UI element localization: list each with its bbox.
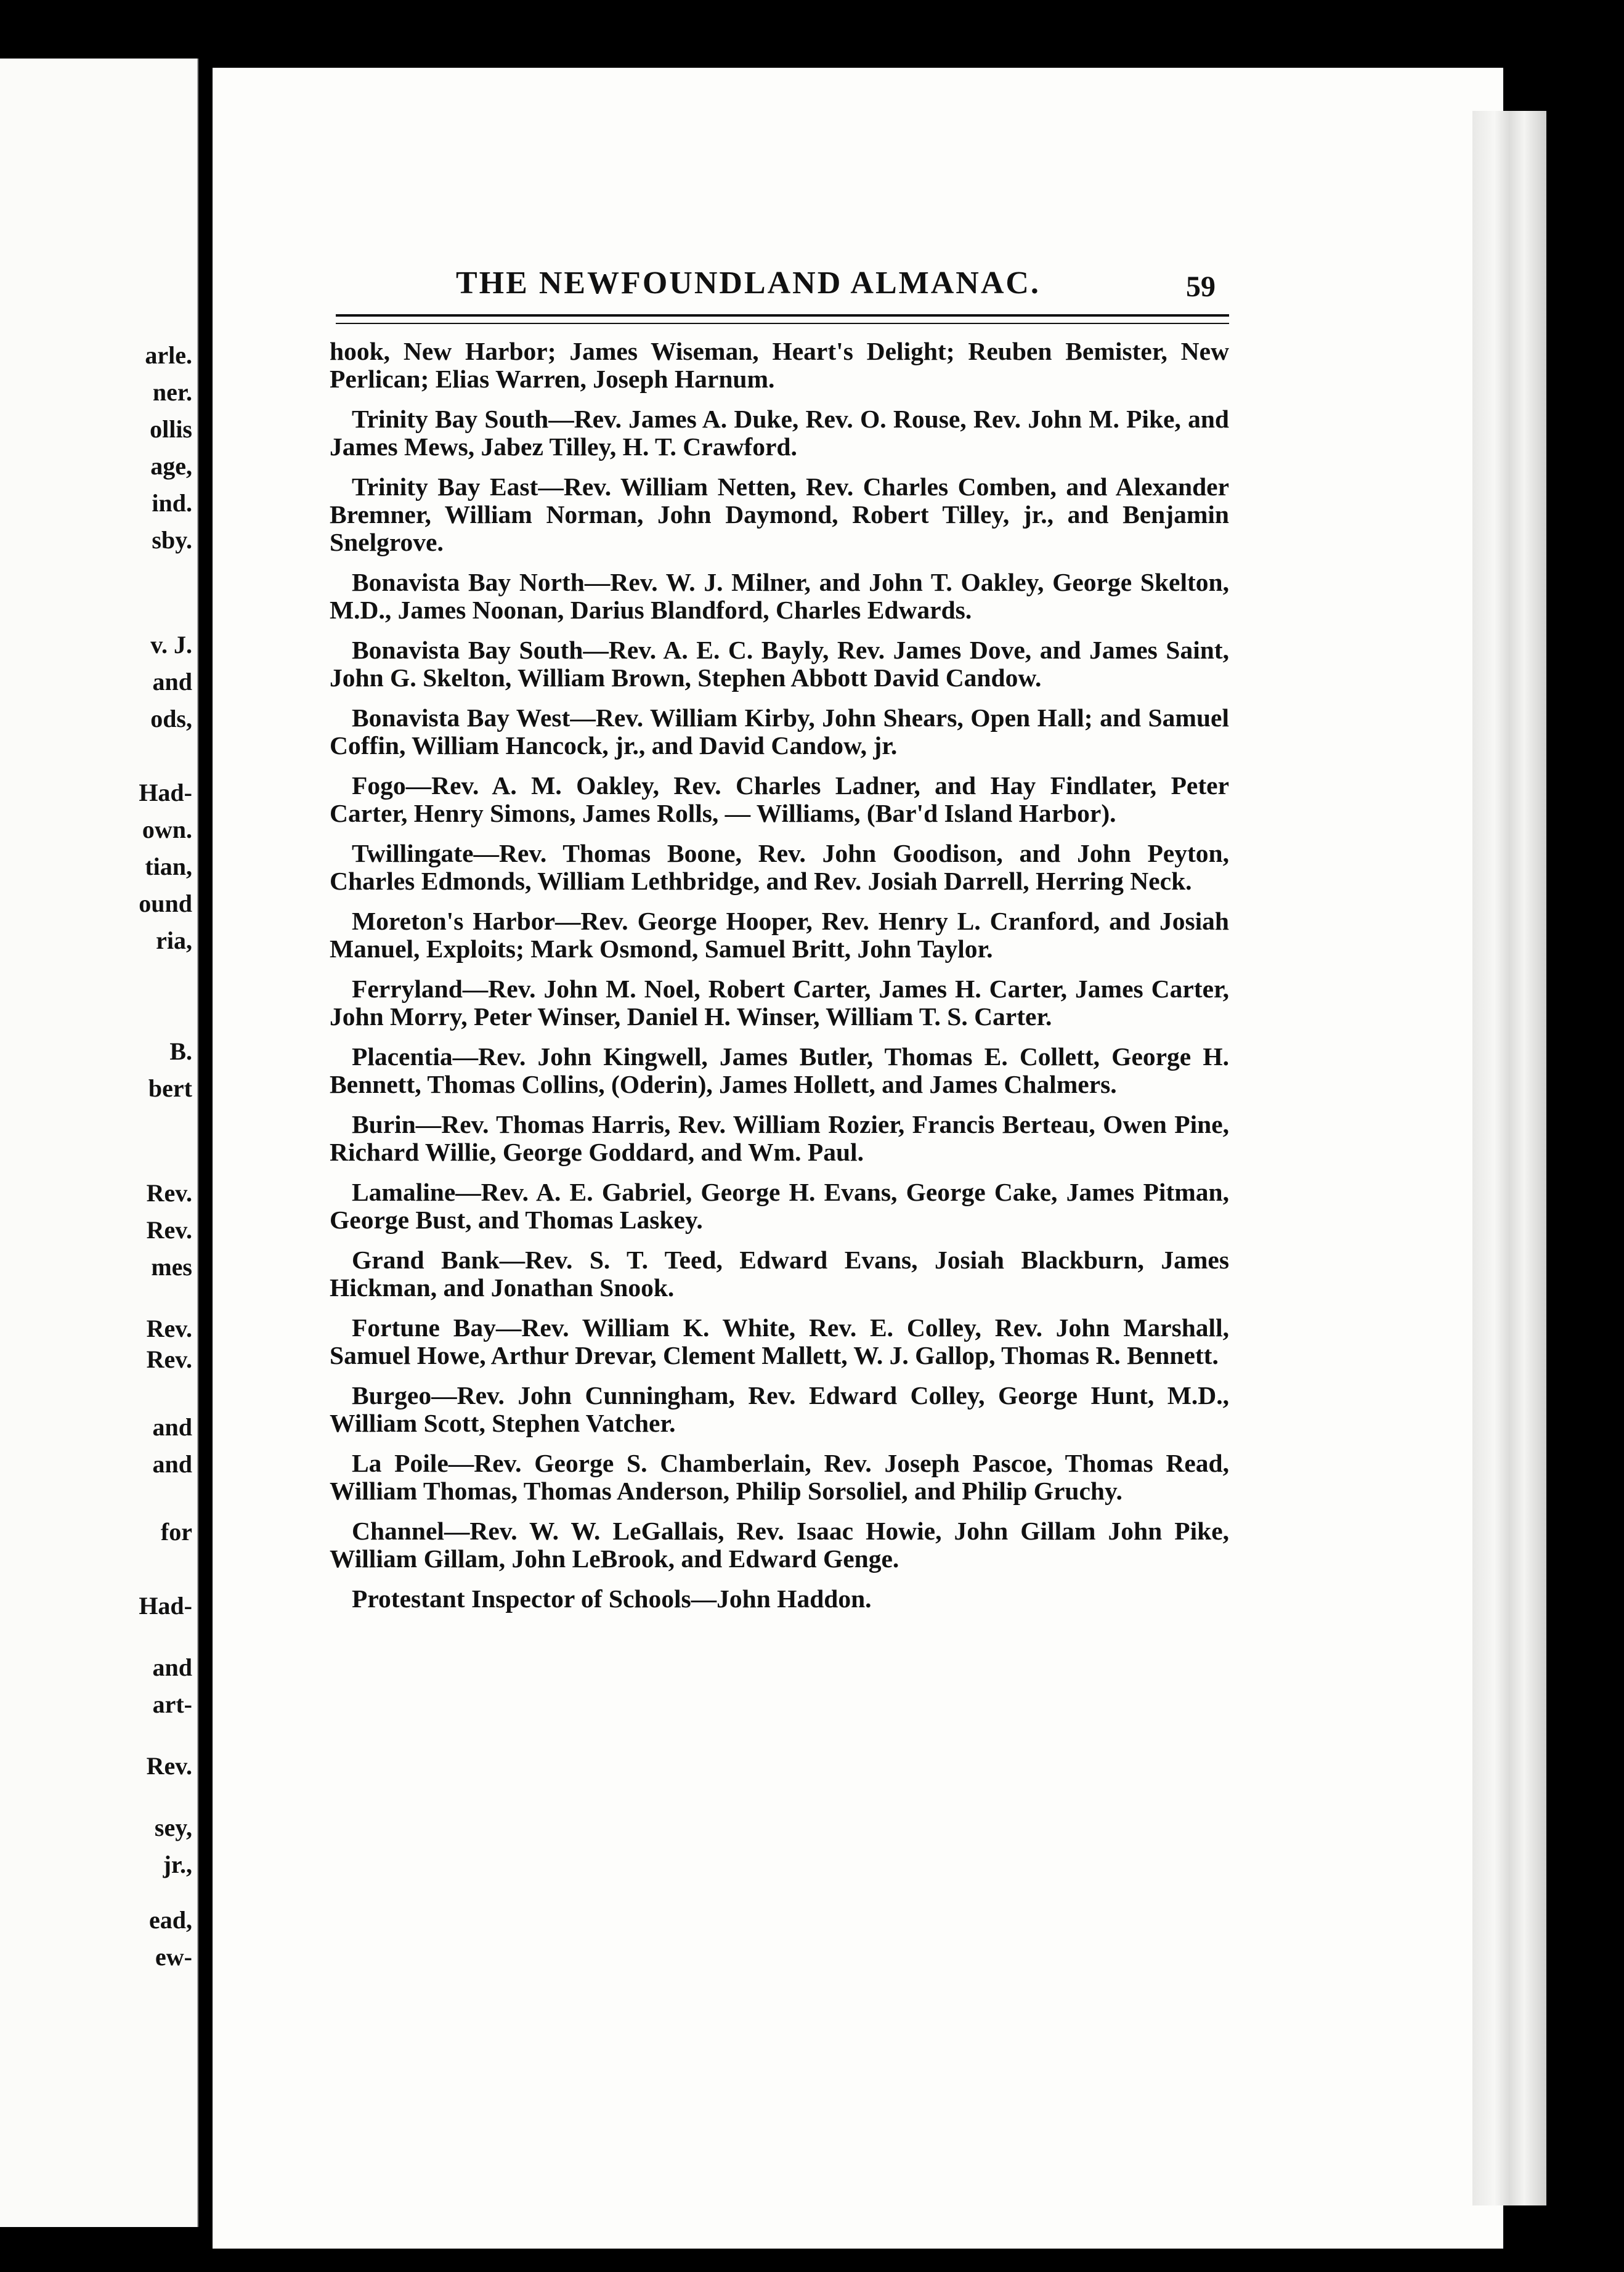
paragraph-grand-bank: Grand Bank—Rev. S. T. Teed, Edward Evans, Josiah Blackburn, James Hickman, and Jonathan Snook. — [330, 1246, 1229, 1302]
facing-page-fragment: ind. — [152, 489, 192, 517]
running-title: THE NEWFOUNDLAND ALMANAC. — [456, 266, 1041, 301]
facing-page-fragment: ollis — [150, 415, 192, 443]
paragraph-protestant-inspector: Protestant Inspector of Schools—John Haddon. — [352, 1584, 872, 1613]
facing-page-fragment: sby. — [152, 526, 192, 554]
facing-page-fragment: ner. — [152, 378, 192, 406]
paragraph-trinity-bay-south: Trinity Bay South—Rev. James A. Duke, Rev. O. Rouse, Rev. John M. Pike, and James Mews, Jabez Tilley, H. T. Crawford. — [330, 405, 1229, 461]
paragraph-twillingate: Twillingate—Rev. Thomas Boone, Rev. John Goodison, and John Peyton, Charles Edmonds, William Lethbridge, and Rev. Josiah Darrell, Herring Neck. — [330, 839, 1229, 895]
facing-page-fragment: Had- — [139, 1592, 192, 1620]
paragraph-placentia: Placentia—Rev. John Kingwell, James Butler, Thomas E. Collett, George H. Bennett, Thomas Collins, (Oderin), James Hollett, and James Chalmers. — [330, 1042, 1229, 1098]
paragraph-fortune-bay: Fortune Bay—Rev. William K. White, Rev. E. Colley, Rev. John Marshall, Samuel Howe, Arthur Drevar, Clement Mallett, W. J. Gallop, Thomas R. Bennett. — [330, 1313, 1229, 1369]
facing-page-fragment: ew- — [155, 1943, 192, 1971]
facing-page-fragment: ound — [139, 890, 192, 917]
facing-page-fragment: sey, — [154, 1814, 192, 1841]
facing-page-fragment: and — [152, 668, 192, 696]
facing-page-fragment: age, — [150, 452, 192, 480]
paragraph-bonavista-bay-north: Bonavista Bay North—Rev. W. J. Milner, and John T. Oakley, George Skelton, M.D., James Noonan, Darius Blandford, Charles Edwards. — [330, 568, 1229, 624]
facing-page — [0, 59, 198, 2227]
facing-page-fragment: Rev. — [146, 1179, 192, 1207]
facing-page-fragment: Had- — [139, 779, 192, 806]
facing-page-fragment: ods, — [150, 705, 192, 732]
header-rule — [336, 314, 1229, 324]
facing-page-fragment: B. — [169, 1037, 192, 1065]
paragraph-burgeo: Burgeo—Rev. John Cunningham, Rev. Edward Colley, George Hunt, M.D., William Scott, Stephen Vatcher. — [330, 1381, 1229, 1437]
paragraph-moretons-harbor: Moreton's Harbor—Rev. George Hooper, Rev. Henry L. Cranford, and Josiah Manuel, Exploits; Mark Osmond, Samuel Britt, John Taylor. — [330, 907, 1229, 963]
running-header — [213, 265, 1229, 308]
paragraph-lamaline: Lamaline—Rev. A. E. Gabriel, George H. Evans, George Cake, James Pitman, George Bust, and Thomas Laskey. — [330, 1178, 1229, 1234]
facing-page-fragment: and — [152, 1653, 192, 1681]
facing-page-fragment: Rev. — [146, 1752, 192, 1780]
facing-page-fragment: and — [152, 1450, 192, 1478]
paragraph-continuation: hook, New Harbor; James Wiseman, Heart's Delight; Reuben Bemister, New Perlican; Elias Warren, Joseph Harnum. — [330, 337, 1229, 393]
facing-page-fragment: own. — [142, 816, 192, 843]
facing-page-fragment: v. J. — [150, 631, 192, 659]
facing-page-fragment: mes — [151, 1253, 192, 1281]
page-edges — [1472, 111, 1546, 2205]
paragraph-ferryland: Ferryland—Rev. John M. Noel, Robert Carter, James H. Carter, James Carter, John Morry, Peter Winser, Daniel H. Winser, William T. S. Carter. — [330, 975, 1229, 1031]
facing-page-fragment: art- — [152, 1690, 192, 1718]
page-number: 59 — [1186, 270, 1216, 303]
paragraph-fogo: Fogo—Rev. A. M. Oakley, Rev. Charles Ladner, and Hay Findlater, Peter Carter, Henry Simons, James Rolls, — Williams, (Bar'd Island Harbor). — [330, 771, 1229, 827]
facing-page-fragment: ria, — [156, 927, 192, 954]
facing-page-fragment: arle. — [145, 341, 192, 369]
facing-page-fragment: tian, — [145, 853, 192, 880]
facing-page-fragment: for — [160, 1518, 192, 1546]
paragraph-trinity-bay-east: Trinity Bay East—Rev. William Netten, Rev. Charles Comben, and Alexander Bremner, William Norman, John Daymond, Robert Tilley, jr., and Benjamin Snelgrove. — [330, 473, 1229, 556]
facing-page-fragment: bert — [148, 1074, 192, 1102]
paragraph-bonavista-bay-west: Bonavista Bay West—Rev. William Kirby, John Shears, Open Hall; and Samuel Coffin, William Hancock, jr., and David Candow, jr. — [330, 704, 1229, 760]
facing-page-fragment: Rev. — [146, 1345, 192, 1373]
paragraph-bonavista-bay-south: Bonavista Bay South—Rev. A. E. C. Bayly, Rev. James Dove, and James Saint, John G. Skelton, William Brown, Stephen Abbott David Candow. — [330, 636, 1229, 692]
facing-page-fragment: and — [152, 1413, 192, 1441]
paragraph-channel: Channel—Rev. W. W. LeGallais, Rev. Isaac Howie, John Gillam John Pike, William Gillam, John LeBrook, and Edward Genge. — [330, 1517, 1229, 1573]
page-body — [330, 338, 1229, 1625]
facing-page-fragment: Rev. — [146, 1216, 192, 1244]
paragraph-burin: Burin—Rev. Thomas Harris, Rev. William Rozier, Francis Berteau, Owen Pine, Richard Willie, George Goddard, and Wm. Paul. — [330, 1110, 1229, 1166]
facing-page-fragment: ead, — [149, 1906, 192, 1934]
facing-page-fragment: jr., — [163, 1851, 192, 1878]
facing-page-fragment: Rev. — [146, 1315, 192, 1342]
paragraph-la-poile: La Poile—Rev. George S. Chamberlain, Rev. Joseph Pascoe, Thomas Read, William Thomas, Thomas Anderson, Philip Sorsoliel, and Philip Gruchy. — [330, 1449, 1229, 1505]
